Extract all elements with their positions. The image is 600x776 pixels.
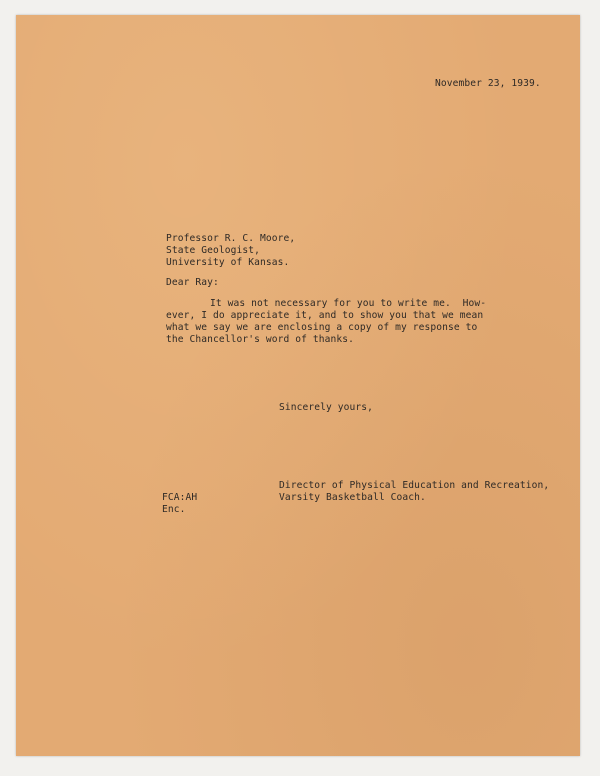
body-line: the Chancellor's word of thanks. <box>166 334 355 345</box>
signature-title: Varsity Basketball Coach. <box>279 492 426 503</box>
salutation: Dear Ray: <box>166 277 219 288</box>
recipient-name: Professor R. C. Moore, <box>166 233 296 244</box>
letter-page <box>16 15 580 756</box>
recipient-title: State Geologist, <box>166 245 261 256</box>
recipient-institution: University of Kansas. <box>166 257 290 268</box>
reference-initials: FCA:AH <box>162 492 198 503</box>
enclosure-note: Enc. <box>162 504 186 515</box>
complimentary-closing: Sincerely yours, <box>279 402 374 413</box>
body-line: It was not necessary for you to write me. How- <box>210 298 487 309</box>
letter-date: November 23, 1939. <box>435 78 541 89</box>
body-line: what we say we are enclosing a copy of my response to <box>166 322 478 333</box>
body-line: ever, I do appreciate it, and to show you that we mean <box>166 310 484 321</box>
signature-title: Director of Physical Education and Recreation, <box>279 480 550 491</box>
